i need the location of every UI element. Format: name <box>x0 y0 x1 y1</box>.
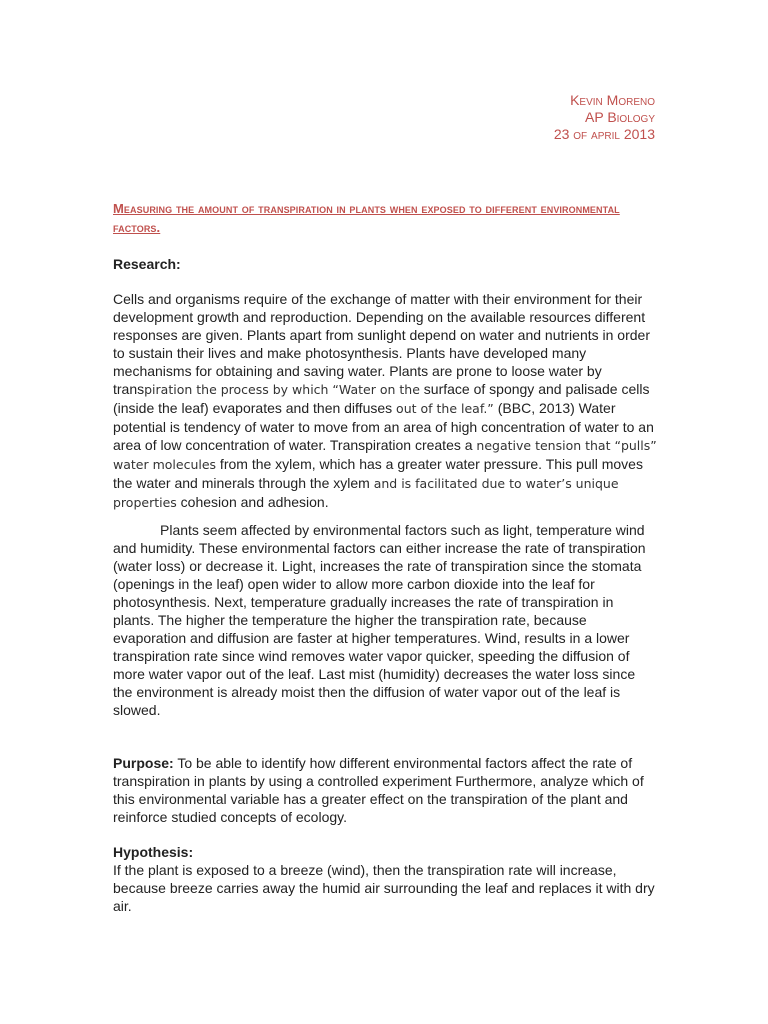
research-text: and is facilitated due to water’s unique properties <box>113 476 619 510</box>
purpose-section <box>113 754 658 826</box>
research-text: piration the process by which “Water on the <box>144 382 420 397</box>
purpose-label: Purpose: <box>113 755 174 771</box>
course-name: AP Biology <box>585 109 655 125</box>
research-text: (BBC, 2013) Water potential is tendency of water to move from an area of high concentration of water to an area of low concentration of water. Transpiration creates a <box>113 400 654 453</box>
author-name: Kevin Moreno <box>570 92 655 108</box>
research-text: negative tension that “pulls” water molecules <box>113 438 657 472</box>
research-text: Cells and organisms require of the exchange of matter with their environment for their development growth and reproduction. Depending on the available resources different responses are given. Plants apart from sunlight depend on water and nutrients in order to sustain their lives and make photosynthesis. Plants have developed many mechanisms for obtaining and saving water. Plants are prone to loose water by trans <box>113 291 650 397</box>
research-paragraph-1 <box>113 290 658 512</box>
hypothesis-text: If the plant is exposed to a breeze (wind), then the transpiration rate will increase, because breeze carries away the humid air surrounding the leaf and replaces it with dry air. <box>113 862 655 914</box>
research-text: from the xylem, which has a greater water pressure. This pull moves the water and minerals through the xylem <box>113 456 643 491</box>
purpose-text: To be able to identify how different environmental factors affect the rate of transpiration in plants by using a controlled experiment Furthermore, analyze which of this environmental variable has a greater effect on the transpiration of the plant and reinforce studied concepts of ecology. <box>113 755 644 825</box>
research-text: surface of spongy and palisade cells (inside the leaf) evaporates and then diffuses <box>113 381 650 416</box>
research-text: out of the leaf.” <box>396 401 498 416</box>
document-date: 23 of april 2013 <box>553 126 655 142</box>
document-header <box>554 92 655 143</box>
research-heading: Research: <box>113 256 181 272</box>
research-text: Plants seem affected by environmental factors such as light, temperature wind and humidity. These environmental factors can either increase the rate of transpiration (water loss) or decrease it. Light, increases the rate of transpiration since the stomata (openings in the leaf) open wider to allow more carbon dioxide into the leaf for photosynthesis. Next, temperature gradually increases the rate of transpiration in plants. The higher the temperature the higher the transpiration rate, because evaporation and diffusion are faster at higher temperatures. Wind, results in a lower transpiration rate since wind removes water vapor quicker, speeding the diffusion of more water vapor out of the leaf. Last mist (humidity) decreases the water loss since the environment is already moist then the diffusion of water vapor out of the leaf is slowed. <box>113 522 646 718</box>
research-paragraph-2 <box>113 521 658 719</box>
document-title: Measuring the amount of transpiration in plants when exposed to different environmental factors. <box>113 201 620 235</box>
research-text: cohesion and adhesion. <box>176 494 329 510</box>
hypothesis-heading: Hypothesis: <box>113 844 194 860</box>
